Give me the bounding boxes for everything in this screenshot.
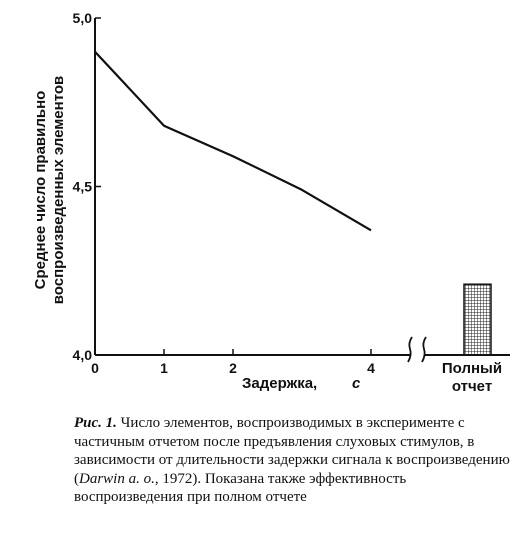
y-ticks: [73, 10, 101, 363]
caption-citation: Darwin a. o.: [79, 470, 155, 487]
full-report-label-line-1: Полный: [441, 360, 503, 377]
full-report-label: [442, 360, 502, 395]
y-tick-label: 4,0: [72, 347, 92, 363]
y-axis-title-line-2: воспроизведенных элементов: [50, 75, 67, 305]
y-axis-title: [32, 76, 67, 304]
caption-text-2: , 1972). Показана также эффективность воспроизведения при полном отчете: [74, 470, 407, 505]
x-ticks: [91, 349, 375, 376]
series-line: [95, 52, 371, 231]
full-report-label-line-2: отчет: [451, 378, 493, 395]
x-axis-title-text: Задержка,: [242, 375, 318, 392]
x-axis-title-unit: с: [352, 375, 361, 392]
y-tick-label: 4,5: [72, 178, 92, 195]
x-tick-label: 0: [91, 360, 99, 376]
full-report-bar: [464, 284, 491, 355]
x-tick-label: 2: [229, 360, 237, 376]
y-tick-label: 5,0: [72, 10, 92, 26]
full-report-bar-rect: [464, 284, 491, 355]
y-axis-title-line-1: Среднее число правильно: [32, 90, 49, 290]
x-tick-label: 4: [367, 360, 375, 376]
figure-caption: [74, 414, 514, 507]
caption-text-1: Число элементов, воспроизводимых в эксперименте с частичным отчетом после предъявления слуховых стимулов, в зависимости от длительности задержки сигнала к воспроизведению (: [74, 415, 510, 487]
x-tick-label: 1: [160, 360, 168, 376]
x-axis-title: [242, 375, 361, 392]
caption-figure-label: Рис. 1.: [74, 415, 117, 431]
axis-break-icon: [408, 337, 426, 362]
